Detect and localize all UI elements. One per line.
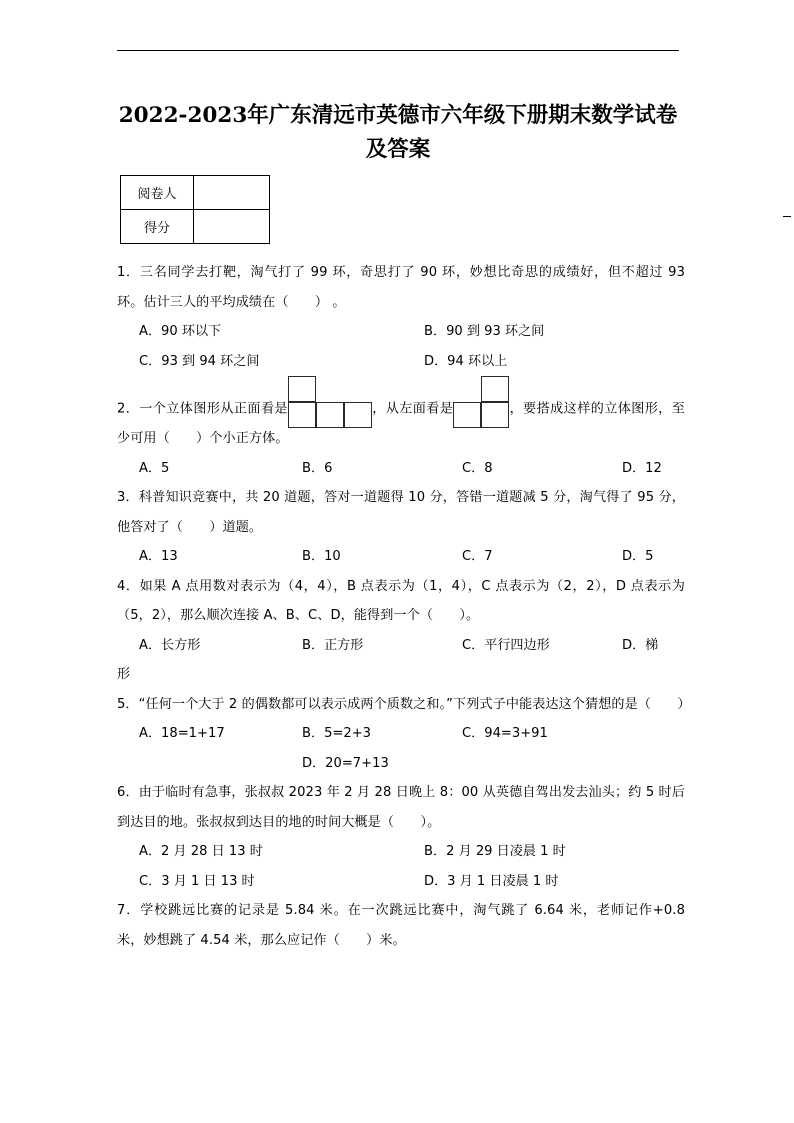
right-edge-tick-mark	[783, 216, 791, 217]
grader-label: 阅卷人	[121, 176, 194, 210]
question-1-options-row-2	[117, 347, 685, 377]
question-4-option-b[interactable]: B．正方形	[302, 637, 364, 653]
question-6-option-a[interactable]: A．2 月 28 日 13 时	[139, 844, 263, 859]
question-1-options-row-1	[117, 317, 685, 347]
question-2-option-d[interactable]: D．12	[622, 460, 662, 476]
question-4-text: 4．如果 A 点用数对表示为（4，4），B 点表示为（1，4），C 点表示为（2，2），D 点表示为（5，2），那么顺次连接 A、B、C、D，能得到一个（ ）。	[117, 578, 685, 623]
question-4-option-d[interactable]: D．梯	[622, 637, 659, 653]
question-2-text-part-1: 2．一个立体图形从正面看是	[117, 401, 288, 417]
question-5-option-d[interactable]: D．20=7+13	[302, 755, 389, 771]
question-2-text-part-3: ，要搭成这样的立体图形，至少可用（ ）个小正方体。	[117, 401, 685, 446]
question-3-options-row	[117, 542, 685, 572]
question-7-text: 7．学校跳远比赛的记录是 5.84 米。在一次跳远比赛中，淘气跳了 6.64 米，老师记作+0.8 米，妙想跳了 4.54 米，那么应记作（ ）米。	[117, 903, 685, 948]
question-3-option-c[interactable]: C．7	[462, 549, 493, 564]
question-1-option-c[interactable]: C．93 到 94 环之间	[139, 353, 260, 369]
question-4-option-d-wrap: 形	[117, 667, 131, 682]
question-2-options-row	[117, 454, 685, 484]
question-3-text: 3．科普知识竞赛中，共 20 道题，答对一道题得 10 分，答错一道题减 5 分，淘气得了 95 分，他答对了（ ）道题。	[117, 490, 685, 535]
score-value-cell[interactable]	[194, 210, 270, 244]
question-6-option-c[interactable]: C．3 月 1 日 13 时	[139, 873, 255, 889]
question-2-text-part-2: ，从左面看是	[371, 401, 454, 417]
question-5-text: 5．“任何一个大于 2 的偶数都可以表示成两个质数之和。”下列式子中能表达这个猜想的是（ ）	[117, 696, 691, 712]
question-5-options-row-2	[117, 749, 685, 779]
score-label: 得分	[121, 210, 194, 244]
question-1-option-a[interactable]: A．90 环以下	[139, 324, 222, 339]
question-4-option-a[interactable]: A．长方形	[139, 637, 201, 653]
table-row	[121, 176, 270, 210]
questions-container	[117, 258, 691, 955]
question-3-option-d[interactable]: D．5	[622, 549, 654, 564]
header-rule	[117, 50, 679, 51]
question-4-option-c[interactable]: C．平行四边形	[462, 637, 550, 653]
question-6-options-row-2	[117, 867, 685, 897]
question-2-option-b[interactable]: B．6	[302, 460, 333, 476]
page-title: 2022-2023年广东清远市英德市六年级下册期末数学试卷及答案	[118, 103, 678, 162]
question-2-option-a[interactable]: A．5	[139, 460, 170, 476]
question-1-text: 1．三名同学去打靶，淘气打了 99 环，奇思打了 90 环，妙想比奇思的成绩好，但不超过 93 环。估计三人的平均成绩在（ ） 。	[117, 265, 685, 310]
question-2-text	[117, 376, 685, 454]
front-view-shape-icon	[288, 376, 372, 428]
question-1-option-d[interactable]: D．94 环以上	[424, 353, 508, 369]
table-row	[121, 210, 270, 244]
question-6-text: 6．由于临时有急事，张叔叔 2023 年 2 月 28 日晚上 8：00 从英德自驾出发去汕头；约 5 时后到达目的地。张叔叔到达目的地的时间大概是（ ）。	[117, 785, 685, 830]
question-5-option-c[interactable]: C．94=3+91	[462, 726, 548, 741]
question-6-option-b[interactable]: B．2 月 29 日凌晨 1 时	[424, 844, 566, 859]
score-table	[120, 175, 270, 244]
question-6-options-row-1	[117, 837, 685, 867]
question-1-option-b[interactable]: B．90 到 93 环之间	[424, 324, 545, 339]
question-5-option-b[interactable]: B．5=2+3	[302, 726, 372, 741]
question-5-option-a[interactable]: A．18=1+17	[139, 726, 225, 741]
question-5-options-row-1	[117, 719, 685, 749]
grader-value-cell[interactable]	[194, 176, 270, 210]
question-4-options-row	[117, 631, 685, 661]
question-3-option-b[interactable]: B．10	[302, 549, 341, 564]
question-2-option-c[interactable]: C．8	[462, 460, 493, 476]
left-view-shape-icon	[453, 376, 509, 428]
question-6-option-d[interactable]: D．3 月 1 日凌晨 1 时	[424, 873, 559, 889]
question-3-option-a[interactable]: A．13	[139, 549, 178, 564]
